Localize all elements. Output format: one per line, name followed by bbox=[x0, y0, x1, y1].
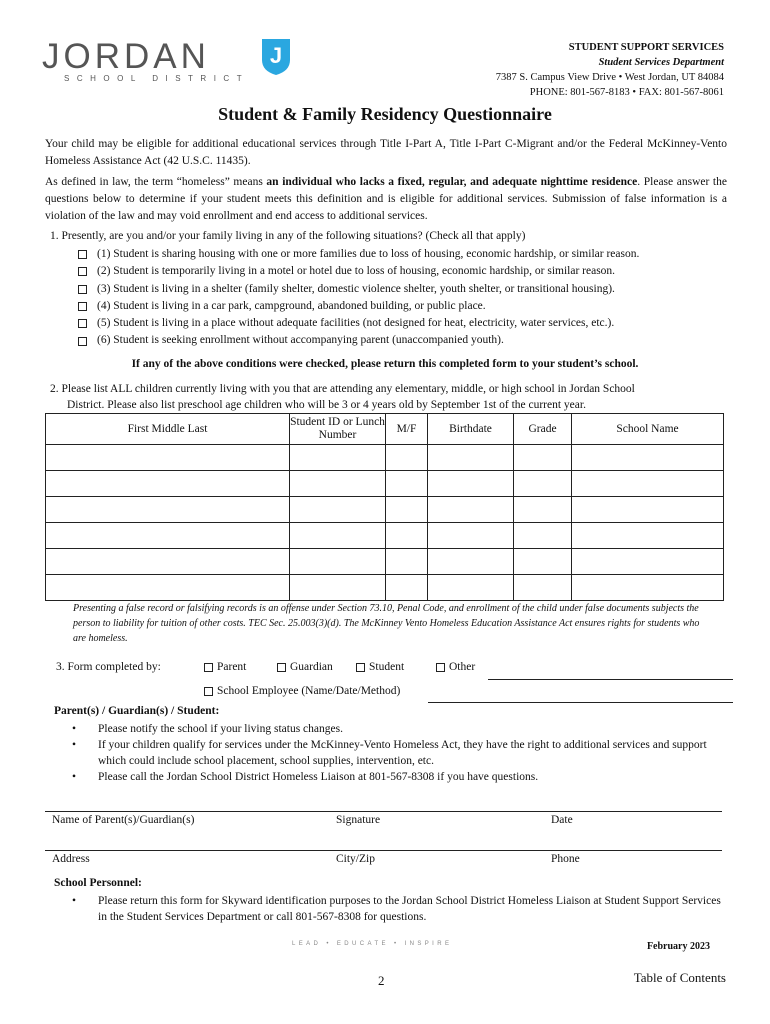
org-name: STUDENT SUPPORT SERVICES bbox=[568, 42, 724, 53]
table-cell[interactable] bbox=[290, 575, 386, 601]
table-row bbox=[46, 497, 724, 523]
table-cell[interactable] bbox=[386, 575, 428, 601]
table-cell[interactable] bbox=[572, 549, 724, 575]
logo-subtitle: SCHOOL DISTRICT bbox=[64, 74, 250, 83]
city-zip-label: City/Zip bbox=[336, 853, 375, 865]
situation-option[interactable] bbox=[78, 298, 639, 315]
table-cell[interactable] bbox=[46, 471, 290, 497]
table-cell[interactable] bbox=[428, 497, 514, 523]
other-input-line[interactable] bbox=[488, 679, 733, 680]
table-cell[interactable] bbox=[290, 497, 386, 523]
table-cell[interactable] bbox=[572, 471, 724, 497]
bullet-text: Please return this form for Skyward identification purposes to the Jordan School District Homeless Liaison at Student Support Services in the Student Services Department or call 801-567-8308 for questions. bbox=[98, 895, 721, 923]
table-cell[interactable] bbox=[386, 523, 428, 549]
revision-date: February 2023 bbox=[646, 941, 710, 952]
option-label: (1) Student is sharing housing with one or more families due to loss of housing, economic hardship, or similar reason. bbox=[97, 248, 640, 260]
table-cell[interactable] bbox=[572, 497, 724, 523]
form-title: Student & Family Residency Questionnaire bbox=[218, 104, 552, 124]
situation-option[interactable] bbox=[78, 246, 639, 263]
shield-icon bbox=[260, 38, 292, 76]
table-row bbox=[46, 523, 724, 549]
personnel-heading: School Personnel: bbox=[54, 877, 142, 889]
table-cell[interactable] bbox=[290, 445, 386, 471]
letterhead bbox=[496, 40, 724, 100]
checkbox[interactable] bbox=[78, 302, 87, 311]
table-cell[interactable] bbox=[428, 445, 514, 471]
form-completed-label: 3. Form completed by: bbox=[56, 661, 161, 673]
col-header-name: First Middle Last bbox=[46, 414, 290, 445]
checkbox[interactable] bbox=[204, 663, 213, 672]
col-header-gender: M/F bbox=[386, 414, 428, 445]
checkbox[interactable] bbox=[356, 663, 365, 672]
option-label: Other bbox=[449, 661, 476, 673]
col-header-student-id: Student ID or Lunch Number bbox=[290, 414, 386, 445]
personnel-bullet: • Please return this form for Skyward identification purposes to the Jordan School District Homeless Liaison at Student Support Services in the Student Services Department or call 801-567-8308 for questions. bbox=[72, 895, 721, 923]
address-line: 7387 S. Campus View Drive • West Jordan, UT 84084 bbox=[495, 72, 724, 83]
phone-line: PHONE: 801-567-8183 • FAX: 801-567-8061 bbox=[529, 87, 724, 98]
table-cell[interactable] bbox=[386, 471, 428, 497]
option-label: (6) Student is seeking enrollment without accompanying parent (unaccompanied youth). bbox=[97, 334, 504, 347]
col-header-grade: Grade bbox=[514, 414, 572, 445]
table-cell[interactable] bbox=[572, 575, 724, 601]
svg-text:J: J bbox=[269, 43, 283, 68]
situation-option[interactable] bbox=[78, 332, 639, 349]
table-cell[interactable] bbox=[290, 523, 386, 549]
question-2-line-1: 2. Please list ALL children currently living with you that are attending any elementary, middle, or high school in Jordan School bbox=[50, 383, 635, 395]
checkbox[interactable] bbox=[78, 319, 87, 328]
list-item: • Please call the Jordan School District Homeless Liaison at 801-567-8308 if you have questions. bbox=[72, 771, 539, 783]
signature-label: Signature bbox=[336, 814, 381, 826]
option-label: (2) Student is temporarily living in a motel or hotel due to loss of housing, economic hardship, or similar reason. bbox=[97, 265, 616, 278]
parents-heading: Parent(s) / Guardian(s) / Student: bbox=[54, 705, 220, 717]
logo-wordmark: JORDAN bbox=[42, 37, 210, 76]
table-cell[interactable] bbox=[572, 445, 724, 471]
address-line-field[interactable] bbox=[45, 850, 722, 851]
situation-option[interactable] bbox=[78, 263, 639, 280]
table-cell[interactable] bbox=[46, 497, 290, 523]
district-logo bbox=[42, 37, 283, 84]
question-1: 1. Presently, are you and/or your family living in any of the following situations? (Check all that apply) bbox=[50, 230, 526, 242]
false-record-warning: Presenting a false record or falsifying records is an offense under Section 73.10, Penal Code, and enrollment of the child under false documents subjects the person to liability for tuition of other costs. TEC Sec. 25.003(3)(d). The McKinney Vento Homeless Education Assistance Act ensures rights for students who are homeless. bbox=[73, 603, 700, 644]
table-cell[interactable] bbox=[428, 471, 514, 497]
option-label: Student bbox=[369, 661, 405, 673]
bullet-text: If your children qualify for services under the McKinney-Vento Homeless Act, they have the right to additional services and support which could include school placement, school supplies, intervention, etc. bbox=[98, 739, 707, 767]
col-header-birthdate: Birthdate bbox=[428, 414, 514, 445]
table-cell[interactable] bbox=[428, 575, 514, 601]
table-cell[interactable] bbox=[46, 523, 290, 549]
phone-label: Phone bbox=[551, 853, 580, 865]
table-cell[interactable] bbox=[572, 523, 724, 549]
checkbox[interactable] bbox=[78, 337, 87, 346]
option-student[interactable] bbox=[356, 661, 404, 673]
question-2 bbox=[50, 381, 635, 413]
table-cell[interactable] bbox=[46, 445, 290, 471]
table-cell[interactable] bbox=[514, 471, 572, 497]
table-cell[interactable] bbox=[46, 549, 290, 575]
situation-option[interactable] bbox=[78, 315, 639, 332]
situation-option[interactable] bbox=[78, 281, 639, 298]
option-label: (5) Student is living in a place without adequate facilities (not designed for heat, electricity, water services, etc.). bbox=[97, 317, 615, 330]
table-cell[interactable] bbox=[46, 575, 290, 601]
situation-options bbox=[78, 246, 639, 350]
intro-paragraph: Your child may be eligible for additional educational services through Title I-Part A, Title I-Part C-Migrant and/or the Federal McKinney-Vento Homeless Assistance Act (42 U.S.C. 11435). bbox=[45, 138, 727, 167]
option-label: Parent bbox=[217, 661, 247, 673]
table-cell[interactable] bbox=[514, 523, 572, 549]
option-school-employee[interactable] bbox=[204, 685, 400, 697]
table-row bbox=[46, 471, 724, 497]
parents-bullets bbox=[72, 721, 722, 785]
bullet-text: Please notify the school if your living status changes. bbox=[98, 723, 343, 735]
option-label: Guardian bbox=[290, 661, 333, 673]
table-of-contents-link[interactable]: Table of Contents bbox=[633, 970, 726, 985]
parent-name-label: Name of Parent(s)/Guardian(s) bbox=[52, 814, 195, 826]
table-cell[interactable] bbox=[514, 575, 572, 601]
table-cell[interactable] bbox=[514, 445, 572, 471]
signature-line[interactable] bbox=[45, 811, 722, 812]
question-2-line-2: District. Please also list preschool age children who will be 3 or 4 years old by September 1st of the current year. bbox=[67, 399, 586, 411]
school-employee-input-line[interactable] bbox=[428, 702, 733, 703]
checkbox[interactable] bbox=[78, 285, 87, 294]
definition-paragraph bbox=[45, 174, 727, 225]
checkbox[interactable] bbox=[204, 687, 213, 696]
option-label: School Employee (Name/Date/Method) bbox=[217, 685, 401, 697]
table-cell[interactable] bbox=[386, 445, 428, 471]
table-cell[interactable] bbox=[290, 471, 386, 497]
list-item: • If your children qualify for services under the McKinney-Vento Homeless Act, they have the right to additional services and support which could include school placement, school supplies, intervention, etc. bbox=[72, 737, 722, 769]
table-cell[interactable] bbox=[514, 497, 572, 523]
children-table bbox=[45, 413, 724, 601]
checkbox[interactable] bbox=[436, 663, 445, 672]
address-label: Address bbox=[52, 853, 90, 865]
table-row bbox=[46, 575, 724, 601]
table-cell[interactable] bbox=[386, 497, 428, 523]
checkbox[interactable] bbox=[78, 267, 87, 276]
table-cell[interactable] bbox=[386, 549, 428, 575]
checkbox[interactable] bbox=[78, 250, 87, 259]
checkbox[interactable] bbox=[277, 663, 286, 672]
bullet-text: Please call the Jordan School District Homeless Liaison at 801-567-8308 if you have questions. bbox=[98, 771, 539, 783]
col-header-school: School Name bbox=[572, 414, 724, 445]
date-label: Date bbox=[551, 814, 573, 826]
table-row bbox=[46, 549, 724, 575]
table-header-row bbox=[46, 414, 724, 445]
table-cell[interactable] bbox=[290, 549, 386, 575]
option-label: (4) Student is living in a car park, campground, abandoned building, or public place. bbox=[97, 299, 486, 312]
table-cell[interactable] bbox=[428, 523, 514, 549]
list-item: • Please notify the school if your living status changes. bbox=[72, 723, 343, 735]
table-cell[interactable] bbox=[428, 549, 514, 575]
definition-text-start: As defined in law, the term “homeless” means bbox=[45, 176, 267, 188]
table-row bbox=[46, 445, 724, 471]
footer-tagline: LEAD • EDUCATE • INSPIRE bbox=[292, 941, 453, 947]
return-notice: If any of the above conditions were checked, please return this completed form to your student’s school. bbox=[131, 358, 639, 370]
definition-text-end: . Please answer the questions below to determine if your student meets this definition and is eligible for additional services. Submission of false information is a violation of the law and may void enrollment and end access to additional services. bbox=[45, 176, 727, 222]
option-label: (3) Student is living in a shelter (family shelter, domestic violence shelter, youth shelter, or transitional housing). bbox=[97, 282, 615, 295]
page-number: 2 bbox=[378, 973, 385, 988]
definition-bold: an individual who lacks a fixed, regular, and adequate nighttime residence bbox=[266, 176, 638, 188]
option-other[interactable] bbox=[436, 661, 475, 673]
option-guardian[interactable] bbox=[277, 661, 333, 673]
table-cell[interactable] bbox=[514, 549, 572, 575]
dept-name: Student Services Department bbox=[598, 57, 724, 68]
option-parent[interactable] bbox=[204, 661, 246, 673]
